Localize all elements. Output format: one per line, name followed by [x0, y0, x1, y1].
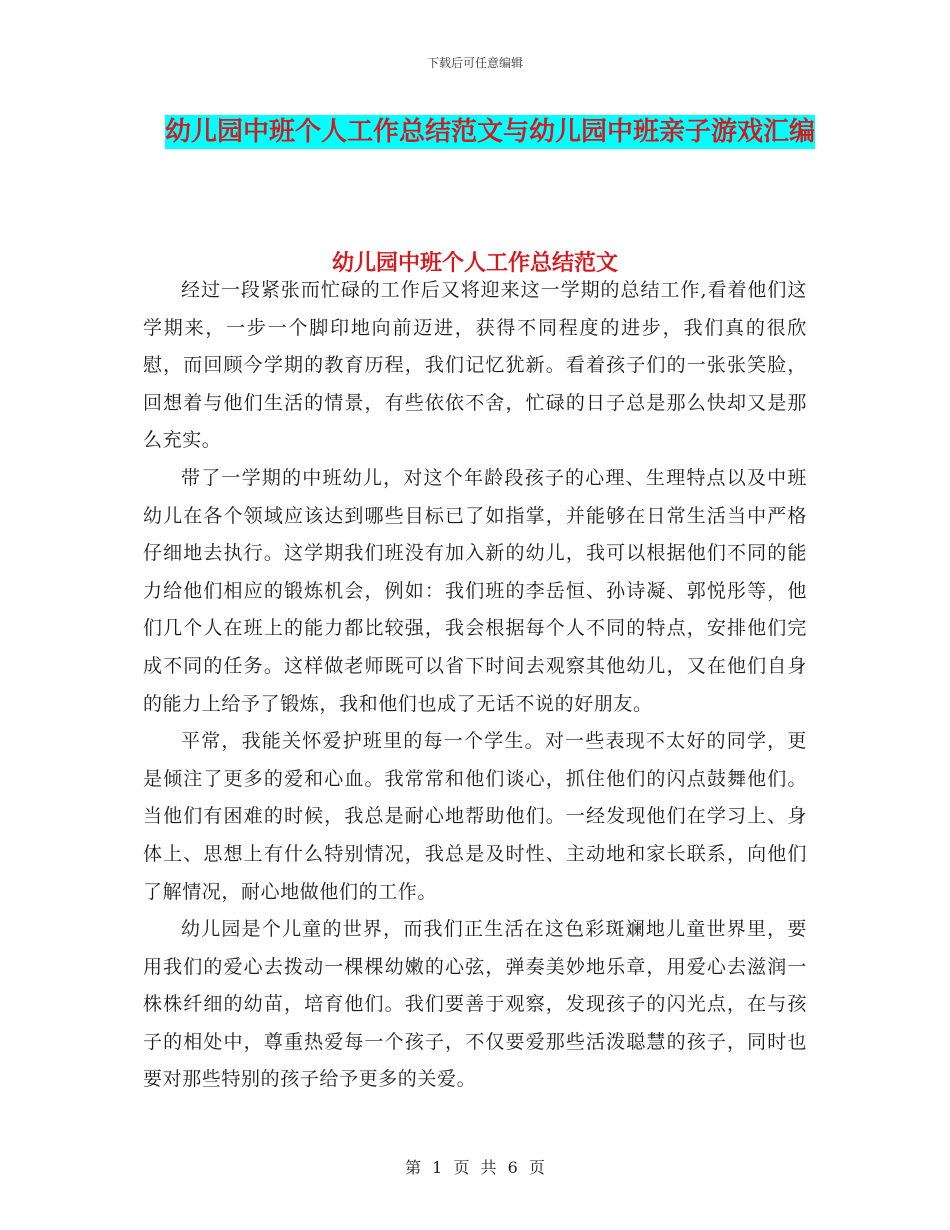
- body-text: [143, 272, 807, 1099]
- document-title: [150, 110, 830, 154]
- paragraph: 经过一段紧张而忙碌的工作后又将迎来这一学期的总结工作,看着他们这学期来，一步一个脚印地向前迈进，获得不同程度的进步，我们真的很欣慰，而回顾今学期的教育历程，我们记忆犹新。看着孩子们的一张张笑脸，回想着与他们生活的情景，有些依依不舍，忙碌的日子总是那么快却又是那么充实。: [143, 279, 807, 452]
- paragraph: 带了一学期的中班幼儿，对这个年龄段孩子的心理、生理特点以及中班幼儿在各个领域应该达到哪些目标已了如指掌，并能够在日常生活当中严格仔细地去执行。这学期我们班没有加入新的幼儿，我可以根据他们不同的能力给他们相应的锻炼机会，例如：我们班的李岳恒、孙诗凝、郭悦彤等，他们几个人在班上的能力都比较强，我会根据每个人不同的特点，安排他们完成不同的任务。这样做老师既可以省下时间去观察其他幼儿，又在他们自身的能力上给予了锻炼，我和他们也成了无话不说的好朋友。: [143, 466, 807, 715]
- document-title-text: 幼儿园中班个人工作总结范文与幼儿园中班亲子游戏汇编: [164, 117, 815, 147]
- header-note: 下载后可任意编辑: [426, 56, 523, 70]
- page-footer: 第 1 页 共 6 页: [405, 1158, 545, 1177]
- paragraph: 平常，我能关怀爱护班里的每一个学生。对一些表现不太好的同学，更是倾注了更多的爱和心血。我常常和他们谈心，抓住他们的闪点鼓舞他们。当他们有困难的时候，我总是耐心地帮助他们。一经发现他们在学习上、身体上、思想上有什么特别情况，我总是及时性、主动地和家长联系，向他们了解情况，耐心地做他们的工作。: [143, 730, 807, 903]
- section-title: 幼儿园中班个人工作总结范文: [331, 251, 618, 276]
- paragraph: 幼儿园是个儿童的世界，而我们正生活在这色彩斑斓地儿童世界里，要用我们的爱心去拨动一棵棵幼嫩的心弦，弹奏美妙地乐章，用爱心去滋润一株株纤细的幼苗，培育他们。我们要善于观察，发现孩子的闪光点，在与孩子的相处中，尊重热爱每一个孩子，不仅要爱那些活泼聪慧的孩子，同时也要对那些特别的孩子给予更多的关爱。: [143, 918, 807, 1091]
